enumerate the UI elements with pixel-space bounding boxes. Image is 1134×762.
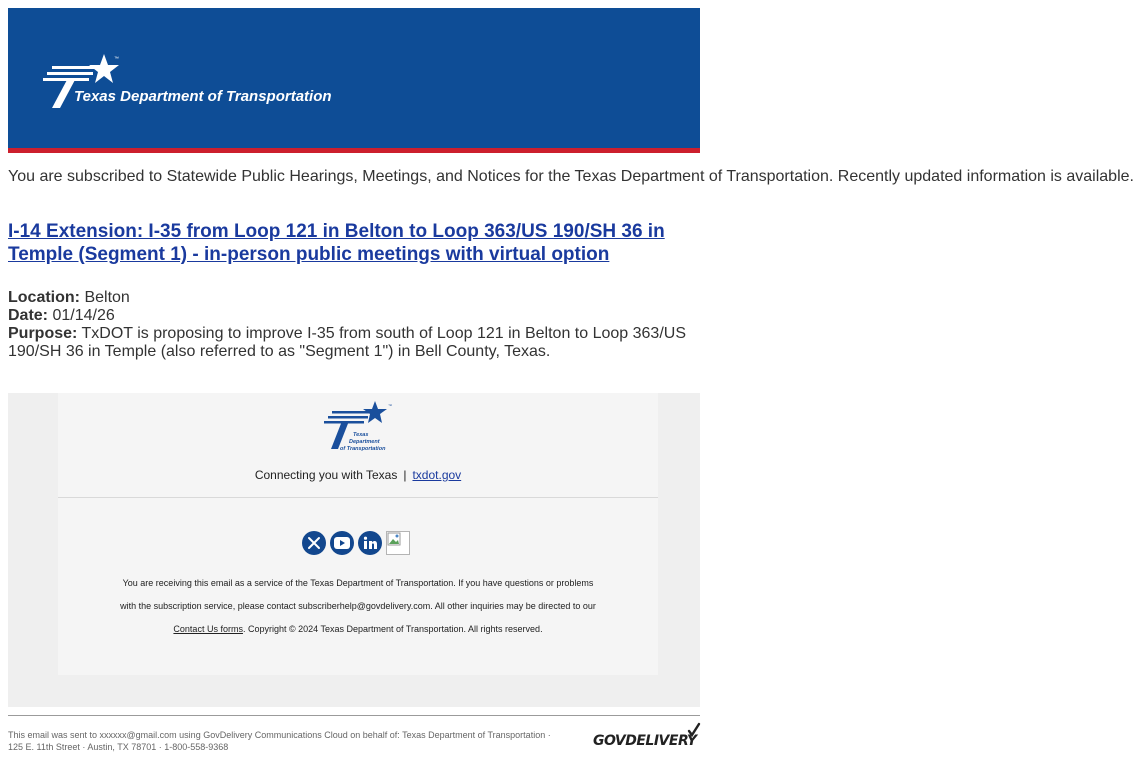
txdot-footer-logo-icon [320, 401, 396, 462]
date-value: 01/14/26 [52, 307, 115, 324]
social-links [302, 531, 410, 555]
intro-text: You are subscribed to Statewide Public Hearings, Meetings, and Notices for the Texas Department of Transportation. Recently updated information is available. [8, 168, 1134, 185]
bottom-divider [8, 715, 700, 716]
svg-text:™: ™ [388, 403, 392, 408]
date-label: Date: [8, 307, 49, 324]
connect-line [58, 468, 658, 482]
legal-text [78, 572, 638, 641]
txdot-site-link[interactable]: txdot.gov [412, 468, 462, 482]
legal-line-3 [78, 618, 638, 641]
youtube-icon[interactable] [330, 531, 354, 555]
connect-separator: | [403, 468, 407, 482]
footer-logo-line-2: Department [349, 439, 380, 445]
legal-line-2: with the subscription service, please contact subscriberhelp@govdelivery.com. All other inquiries may be directed to our [120, 601, 596, 611]
location-row [8, 289, 698, 307]
connect-text: Connecting you with Texas [254, 468, 398, 482]
purpose-label: Purpose: [8, 325, 78, 342]
contact-us-link[interactable]: Contact Us forms [173, 624, 243, 634]
location-label: Location: [8, 289, 80, 306]
purpose-row [8, 325, 698, 361]
location-value: Belton [84, 289, 130, 306]
broken-image-icon [386, 531, 410, 555]
header-banner [8, 8, 700, 153]
date-row [8, 307, 698, 325]
agency-name: Texas Department of Transportation [74, 88, 332, 105]
sent-to-text: This email was sent to xxxxxx@gmail.com using GovDelivery Communications Cloud on behalf of: Texas Department of Transportation · 125 E. 11th Street · Austin, TX 78701 · 1-800-558-9368 [8, 730, 551, 752]
legal-line-3-rest: . Copyright © 2024 Texas Department of Transportation. All rights reserved. [242, 624, 543, 634]
footer-logo-line-3: of Transportation [340, 446, 386, 452]
notice-details [8, 289, 698, 361]
x-icon[interactable] [302, 531, 326, 555]
footer-logo-line-1: Texas [353, 432, 369, 438]
notice-headline-link[interactable]: I-14 Extension: I-35 from Loop 121 in Belton to Loop 363/US 190/SH 36 in Temple (Segment 1) - in-person public meetings with virtual option [8, 221, 665, 265]
footer-card [58, 393, 658, 675]
footer-divider [58, 497, 658, 498]
linkedin-icon[interactable] [358, 531, 382, 555]
svg-text:™: ™ [114, 56, 119, 62]
purpose-value: TxDOT is proposing to improve I-35 from south of Loop 121 in Belton to Loop 363/US 190/SH 36 in Temple (also referred to as "Segment 1") in Bell County, Texas. [8, 325, 686, 360]
legal-line-1: You are receiving this email as a service of the Texas Department of Transportation. If you have questions or problems [122, 578, 594, 588]
govdelivery-check-icon [688, 722, 700, 743]
govdelivery-logo[interactable]: GOVDELIVERY [593, 733, 697, 749]
